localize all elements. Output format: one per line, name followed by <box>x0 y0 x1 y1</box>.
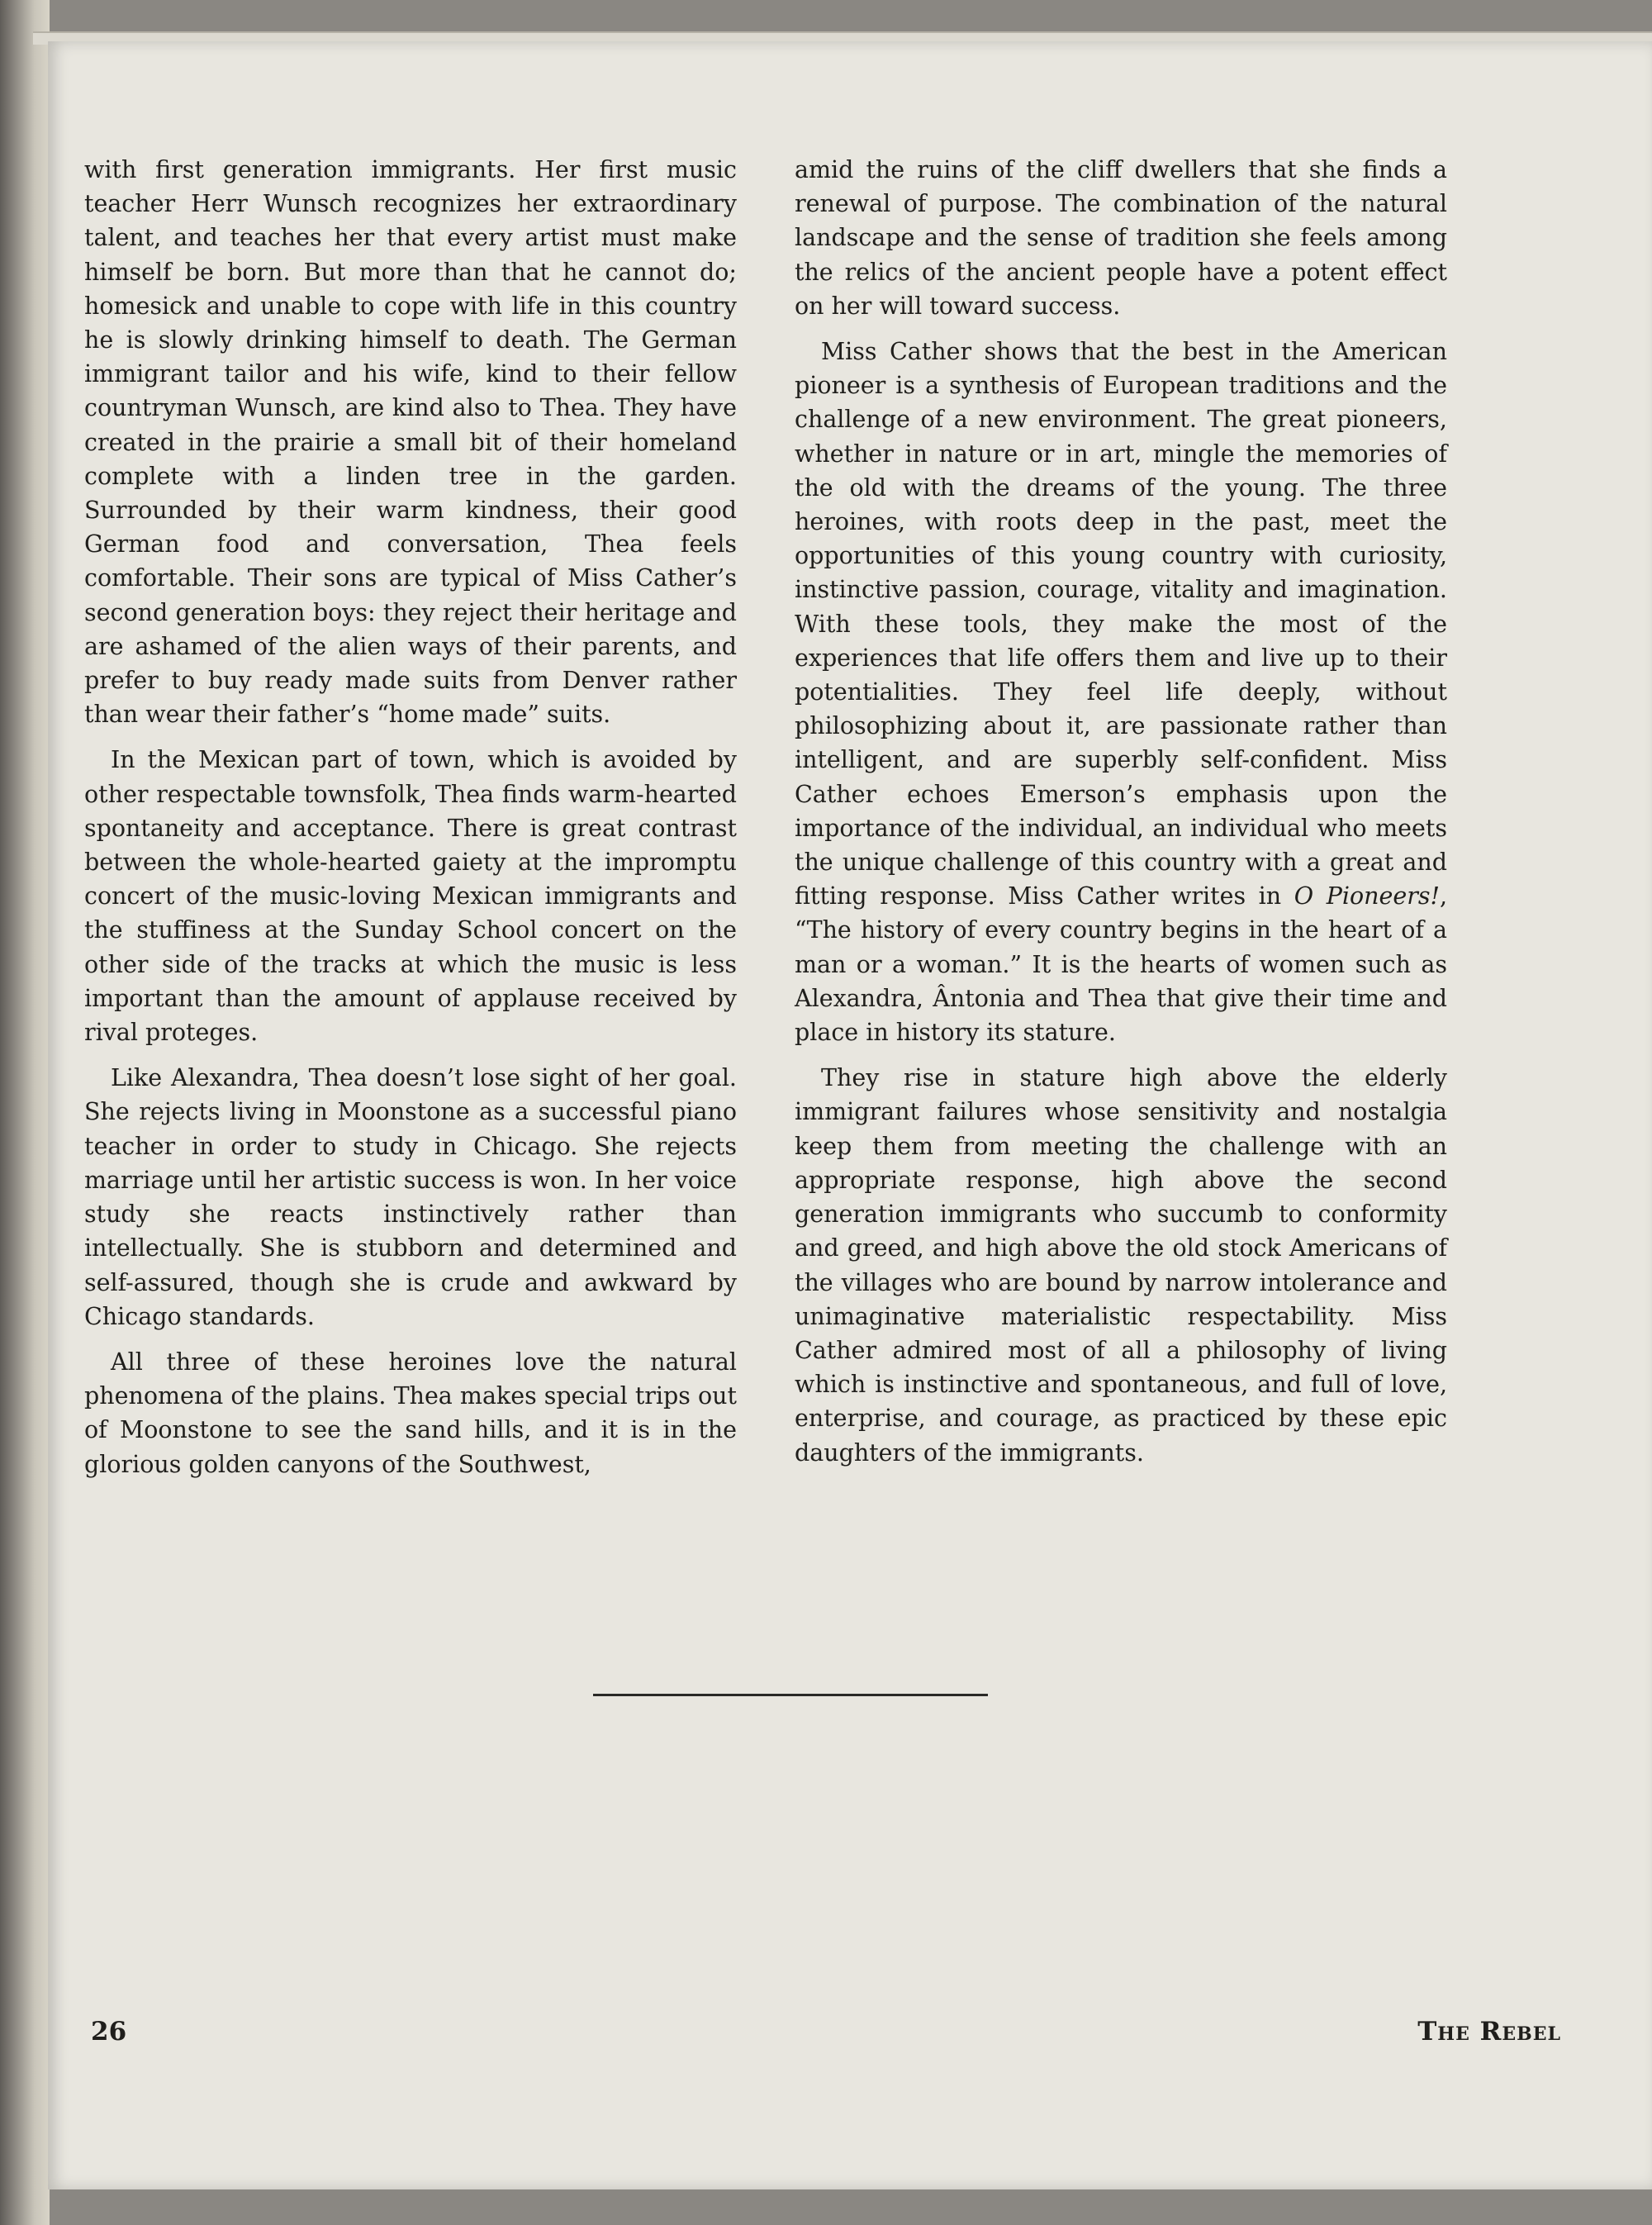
paragraph: Like Alexandra, Thea doesn’t lose sight of her goal. She rejects living in Moonstone as a successful piano teacher in order to study in Chicago. She rejects marriage until her artistic success is won. In her voice study she reacts instinctively rather than intellectually. She is stubborn and determined and self-assured, though she is crude and awkward by Chicago standards. <box>84 1064 737 1330</box>
paragraph: amid the ruins of the cliff dwellers that she finds a renewal of purpose. The combination of the natural landscape and the sense of tradition she feels among the relics of the ancient people have a potent effect on her will toward success. <box>795 156 1447 320</box>
paragraph-text: Miss Cather shows that the best in the American pioneer is a synthesis of European traditions and the challenge of a new environment. The great pioneers, whether in nature or in art, mingle the memories of the old with the dreams of the young. The three heroines, with roots deep in the past, meet the opportunities of this young country with curiosity, instinctive passion, courage, vitality and imagination. With these tools, they make the most of the experiences that life offers them and live up to their potentialities. They feel life deeply, without philosophizing about it, are passionate rather than intelligent, and are superbly self-confident. Miss Cather echoes Emerson’s emphasis upon the importance of the individual, an individual who meets the unique challenge of this country with a great and fitting response. Miss Cather writes in <box>795 338 1447 910</box>
paragraph: In the Mexican part of town, which is avoided by other respectable townsfolk, Thea finds warm-hearted spontaneity and acceptance. There is great contrast between the whole-hearted gaiety at the impromptu concert of the music-loving Mexican immigrants and the stuffiness at the Sunday School concert on the other side of the tracks at which the music is less important than the amount of applause received by rival proteges. <box>84 746 737 1047</box>
right-text-column <box>795 153 1447 1481</box>
book-title: O Pioneers! <box>1294 882 1440 910</box>
paragraph-text: , “The history of every country begins in the heart of a man or a woman.” It is the hearts of women such as Alexandra, Ântonia and Thea that give their time and place in history its stature. <box>795 882 1447 1047</box>
binding-spine <box>0 0 50 2225</box>
running-title: The Rebel <box>1417 2017 1561 2047</box>
paragraph: All three of these heroines love the natural phenomena of the plains. Thea makes special trips out of Moonstone to see the sand hills, and it is in the glorious golden canyons of the Southwest, <box>84 1348 737 1478</box>
section-divider <box>593 1694 988 1696</box>
paragraph: They rise in stature high above the elderly immigrant failures whose sensitivity and nostalgia keep them from meeting the challenge with an appropriate response, high above the second generation immigrants who succumb to conformity and greed, and high above the old stock Americans of the villages who are bound by narrow intolerance and unimaginative materialistic respectability. Miss Cather admired most of all a philosophy of living which is instinctive and spontaneous, and full of love, enterprise, and courage, as practiced by these epic daughters of the immigrants. <box>795 1064 1447 1467</box>
page-number: 26 <box>91 2017 127 2047</box>
left-text-column <box>84 153 737 1493</box>
paragraph: with first generation immigrants. Her first music teacher Herr Wunsch recognizes her extraordinary talent, and teaches her that every artist must make himself be born. But more than that he cannot do; homesick and unable to cope with life in this country he is slowly drinking himself to death. The German immigrant tailor and his wife, kind to their fellow countryman Wunsch, are kind also to Thea. They have created in the prairie a small bit of their homeland complete with a linden tree in the garden. Surrounded by their warm kindness, their good German food and conversation, Thea feels comfortable. Their sons are typical of Miss Cather’s second generation boys: they reject their heritage and are ashamed of the alien ways of their parents, and prefer to buy ready made suits from Denver rather than wear their father’s “home made” suits. <box>84 156 737 729</box>
paragraph <box>795 335 1447 1049</box>
